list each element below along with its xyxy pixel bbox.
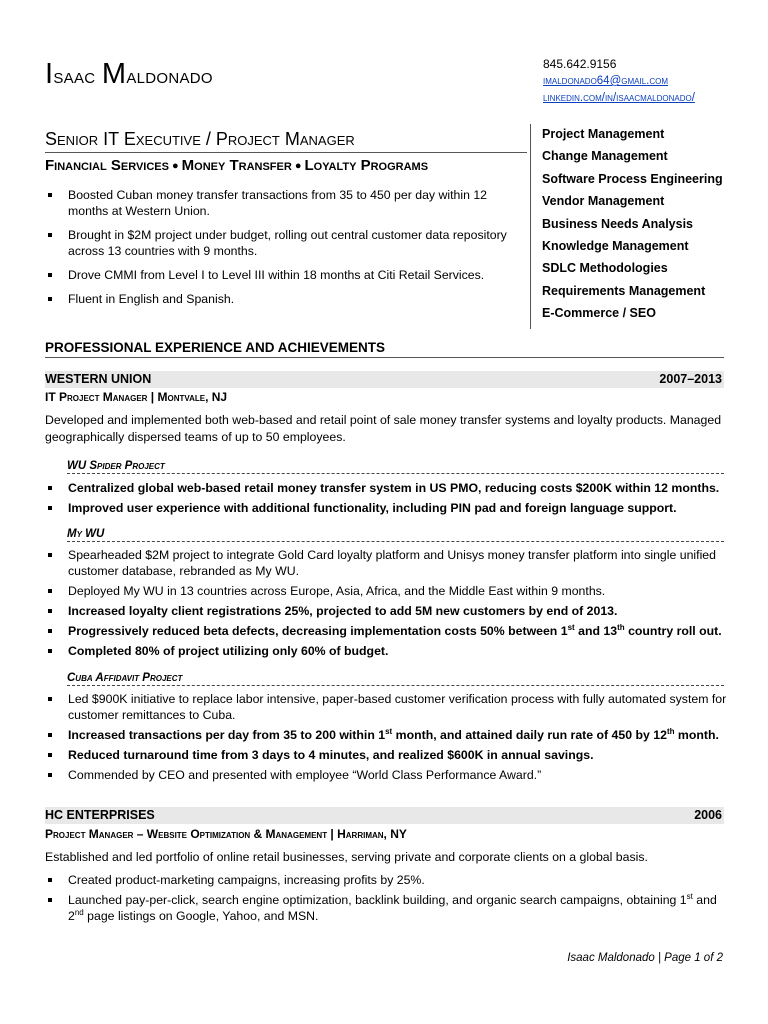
bullet-item xyxy=(45,623,730,639)
specialty-3: Loyalty Programs xyxy=(304,157,429,174)
headline-title: Senior IT Executive / Project Manager xyxy=(45,129,355,149)
employer-bar-western-union xyxy=(45,371,724,388)
bullet-item: Improved user experience with additional functionality, including PIN pad and foreign language support. xyxy=(45,500,730,516)
linkedin-link[interactable]: linkedin.com/in/isaacmaldonado/ xyxy=(543,92,695,104)
headline-specialties xyxy=(45,157,527,174)
bullet-item: Increased loyalty client registrations 25%, projected to add 5M new customers by end of 2013. xyxy=(45,603,730,619)
section-title: PROFESSIONAL EXPERIENCE AND ACHIEVEMENTS xyxy=(45,340,724,358)
headline xyxy=(45,129,527,174)
specialty-2: Money Transfer xyxy=(181,157,292,174)
employer-bar-hc-enterprises xyxy=(45,807,724,824)
summary-list xyxy=(45,187,515,315)
skill-item: E-Commerce / SEO xyxy=(542,306,656,321)
summary-item: Drove CMMI from Level I to Level III within 18 months at Citi Retail Services. xyxy=(45,267,515,283)
ordinal-suffix: st xyxy=(686,891,693,901)
job-description: Established and led portfolio of online retail businesses, serving private and corporate clients on a global basis. xyxy=(45,850,648,864)
phone-number: 845.642.9156 xyxy=(543,57,617,71)
bullet-item: Created product-marketing campaigns, increasing profits by 25%. xyxy=(45,872,730,888)
bullet-item xyxy=(45,892,730,924)
summary-item: Fluent in English and Spanish. xyxy=(45,291,515,307)
vertical-divider xyxy=(530,124,531,329)
project-title-wu-spider: WU Spider Project xyxy=(67,460,724,474)
separator-dot: ● xyxy=(171,160,179,172)
ordinal-suffix: th xyxy=(617,622,625,632)
skill-item: Business Needs Analysis xyxy=(542,216,693,231)
employment-dates: 2007–2013 xyxy=(659,372,722,386)
page-footer: Isaac Maldonado | Page 1 of 2 xyxy=(567,952,723,964)
bullet-item: Deployed My WU in 13 countries across Europe, Asia, Africa, and the Middle East within 9 months. xyxy=(45,583,730,599)
job-description: Developed and implemented both web-based and retail point of sale money transfer systems and loyalty products. Managed geographically dispersed teams of up to 50 employees. xyxy=(45,413,722,444)
skill-item: SDLC Methodologies xyxy=(542,261,668,276)
bullet-text: month, and attained daily run rate of 450 by 12 xyxy=(392,728,667,742)
skill-item: Change Management xyxy=(542,149,668,164)
job-bullets-hc xyxy=(45,872,730,928)
bullet-item: Commended by CEO and presented with employee “World Class Performance Award.” xyxy=(45,767,730,783)
bullet-text: page listings on Google, Yahoo, and MSN. xyxy=(83,909,319,923)
separator-dot: ● xyxy=(294,160,302,172)
email-link[interactable]: imaldonado64@gmail.com xyxy=(543,75,669,87)
bullet-item xyxy=(45,727,730,743)
bullet-text: Progressively reduced beta defects, decreasing implementation costs 50% between 1 xyxy=(68,624,568,638)
bullet-text: Launched pay-per-click, search engine optimization, backlink building, and organic search campaigns, obtaining 1 xyxy=(68,893,687,907)
name-last-rest: aldonado xyxy=(126,63,213,88)
job-title: IT Project Manager | Montvale, NJ xyxy=(45,390,228,404)
bullet-text: country roll out. xyxy=(624,624,722,638)
bullet-item: Led $900K initiative to replace labor intensive, paper-based customer verification process with fully automated system for customer remittances to Cuba. xyxy=(45,691,730,723)
project-bullets-cuba-affidavit xyxy=(45,691,730,787)
candidate-name xyxy=(45,58,213,91)
skill-item: Vendor Management xyxy=(542,194,665,209)
contact-block xyxy=(543,56,695,107)
summary-item: Boosted Cuban money transfer transactions from 35 to 450 per day within 12 months at Western Union. xyxy=(45,187,515,219)
bullet-item: Reduced turnaround time from 3 days to 4 minutes, and realized $600K in annual savings. xyxy=(45,747,730,763)
bullet-item: Completed 80% of project utilizing only 60% of budget. xyxy=(45,643,730,659)
headline-rule xyxy=(45,152,527,153)
name-last-initial: M xyxy=(101,58,127,90)
bullet-text: and 2 xyxy=(68,893,717,923)
skill-item: Requirements Management xyxy=(542,283,706,298)
bullet-text: month. xyxy=(674,728,719,742)
specialty-1: Financial Services xyxy=(45,157,169,174)
name-first-initial: I xyxy=(45,58,54,90)
ordinal-suffix: th xyxy=(666,726,675,736)
bullet-text: Increased transactions per day from 35 to 200 within 1 xyxy=(68,728,386,742)
summary-item: Brought in $2M project under budget, rolling out central customer data repository across 13 countries with 9 months. xyxy=(45,227,515,259)
company-name: WESTERN UNION xyxy=(45,372,152,386)
project-title-cuba-affidavit: Cuba Affidavit Project xyxy=(67,672,724,686)
skill-item: Software Process Engineering xyxy=(542,171,723,186)
ordinal-suffix: st xyxy=(385,726,393,736)
project-bullets-my-wu xyxy=(45,547,730,663)
skill-item: Project Management xyxy=(542,127,665,141)
project-title-my-wu: My WU xyxy=(67,528,724,542)
ordinal-suffix: nd xyxy=(74,907,84,917)
employment-dates: 2006 xyxy=(694,808,722,822)
bullet-item: Spearheaded $2M project to integrate Gold Card loyalty platform and Unisys money transfer platform into single unified customer database, rebranded as My WU. xyxy=(45,547,730,579)
project-bullets-wu-spider xyxy=(45,480,730,520)
job-title: Project Manager – Website Optimization & Management | Harriman, NY xyxy=(45,827,407,841)
name-first-rest: saac xyxy=(53,63,96,88)
ordinal-suffix: st xyxy=(567,622,575,632)
bullet-item: Centralized global web-based retail money transfer system in US PMO, reducing costs $200K within 12 months. xyxy=(45,480,730,496)
skills-list xyxy=(542,125,723,327)
bullet-text: and 13 xyxy=(574,624,618,638)
company-name: HC ENTERPRISES xyxy=(45,808,155,822)
skill-item: Knowledge Management xyxy=(542,238,689,253)
